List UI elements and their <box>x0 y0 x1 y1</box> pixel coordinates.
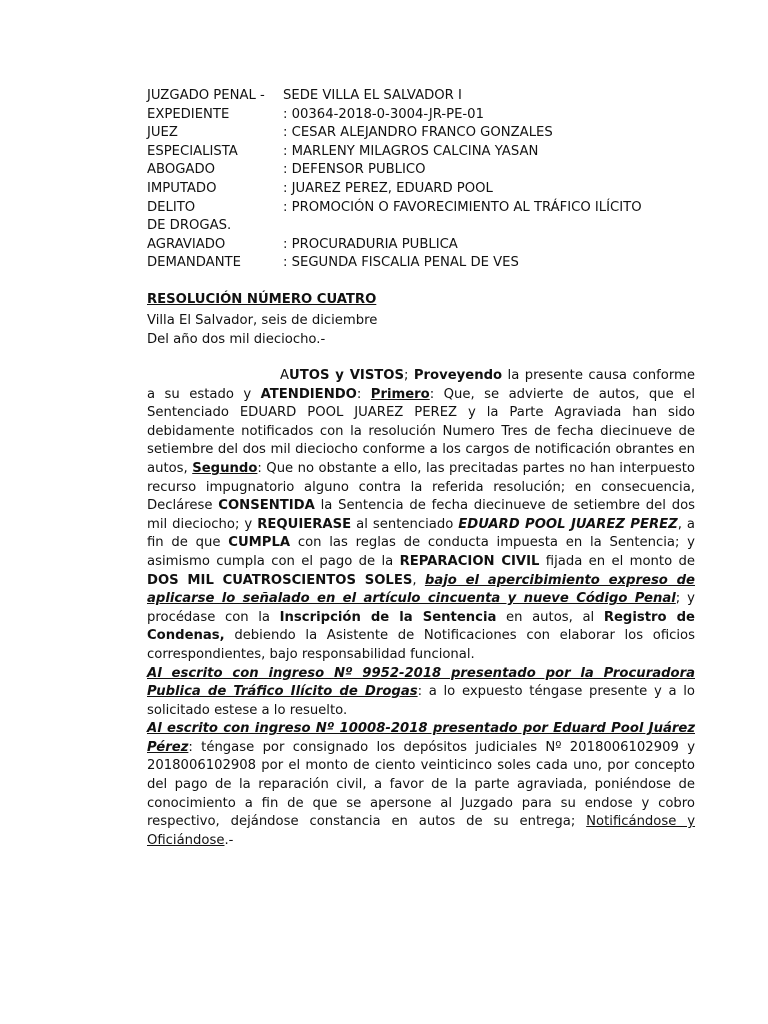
header-value: : 00364-2018-0-3004-JR-PE-01 <box>283 106 484 122</box>
text-run: , a fin de que <box>147 516 695 551</box>
text-run: bajo el apercibimiento expreso de aplicarse lo señalado en el artículo cincuenta y nueve Código Penal <box>147 572 695 607</box>
text-run: .- <box>224 832 234 848</box>
header-label: IMPUTADO <box>147 181 217 196</box>
text-run: Notificándose y Oficiándose <box>147 814 696 848</box>
place-date-year: Del año dos mil dieciocho.- <box>147 331 326 347</box>
text-run: al sentenciado <box>351 516 459 532</box>
text-run: CONSENTIDA <box>218 498 315 514</box>
text-run: Segundo <box>192 460 258 476</box>
header-label: ABOGADO <box>147 162 215 178</box>
header-label: DE DROGAS. <box>147 218 232 234</box>
header-value: : PROMOCIÓN O FAVORECIMIENTO AL TRÁFICO ILÍCITO <box>283 199 642 215</box>
text-run: : a lo expuesto téngase presente y a lo solicitado estese a lo resuelto. <box>147 684 696 718</box>
header-row <box>147 143 707 162</box>
header-value: : CESAR ALEJANDRO FRANCO GONZALES <box>283 125 553 141</box>
paragraph-autos <box>147 367 695 665</box>
text-run: la presente causa conforme a su estado y <box>147 368 695 402</box>
text-run: la Sentencia de fecha diecinueve de setiembre del dos mil dieciocho; y <box>147 498 696 532</box>
text-run: ; <box>404 368 414 383</box>
header-value: : JUAREZ PEREZ, EDUARD POOL <box>283 181 493 196</box>
header-row <box>147 199 707 218</box>
text-run: : téngase por consignado los depósitos judiciales Nº 2018006102909 y 2018006102908 por el monto de ciento veinticinco soles cada uno, por concepto del pago de la reparación civil, a favor de la parte agraviada, poniéndose de conocimiento a fin de que se apersone al Juzgado para su endose y cobro respectivo, dejándose constancia en autos de su entrega; <box>147 739 695 830</box>
header-value: : PROCURADURIA PUBLICA <box>283 236 458 252</box>
header-label: JUZGADO PENAL - <box>147 88 265 103</box>
header-value: SEDE VILLA EL SALVADOR I <box>283 88 462 103</box>
header-value: : DEFENSOR PUBLICO <box>283 162 426 178</box>
text-run: Al escrito con ingreso Nº 9952-2018 presentado por la Procuradora Publica de Tráfico Ilícito de Drogas <box>147 665 695 700</box>
header-row <box>147 87 707 106</box>
text-run: REQUIERASE <box>257 516 352 532</box>
text-run: : <box>356 386 371 402</box>
text-run: : Que, se advierte de autos, que el Sentenciado EDUARD POOL JUAREZ PEREZ y la Parte Agraviada han sido debidamente notificados con la resolución Numero Tres de fecha diecinueve de setiembre del dos mil dieciocho conforme a los cargos de notificación obrantes en autos, <box>147 386 695 476</box>
header-label: DELITO <box>147 199 196 215</box>
text-run: EDUARD POOL JUAREZ PEREZ <box>458 516 678 532</box>
text-run: CUMPLA <box>228 535 291 551</box>
header-row <box>147 106 707 125</box>
resolution-body <box>147 367 695 850</box>
place-date: Villa El Salvador, seis de diciembre <box>147 313 378 328</box>
text-run: DOS MIL CUATROSCIENTOS SOLES <box>147 572 413 588</box>
text-run: fijada en el monto de <box>539 553 695 569</box>
paragraph-escrito-10008 <box>147 720 695 850</box>
text-run: REPARACION CIVIL <box>399 553 540 569</box>
paragraph-escrito-9952 <box>147 665 695 721</box>
header-label: ESPECIALISTA <box>147 143 238 159</box>
text-run: , <box>412 572 425 588</box>
header-value: : SEGUNDA FISCALIA PENAL DE VES <box>283 255 519 271</box>
header-row <box>147 217 707 236</box>
header-label: JUEZ <box>147 125 178 141</box>
text-run: Inscripción de la Sentencia <box>279 609 497 625</box>
text-run: en autos, al <box>496 609 604 625</box>
text-run: ATENDIENDO <box>260 386 357 402</box>
text-run: UTOS y VISTOS <box>289 368 405 383</box>
header-row <box>147 180 707 199</box>
text-run: : Que no obstante a ello, las precitadas partes no han interpuesto recurso impugnatorio alguno contra la referida resolución; en consecuencia, Declárese <box>147 460 695 514</box>
text-run: Registro de Condenas, <box>147 609 695 644</box>
text-run: debiendo la Asistente de Notificaciones con elaborar los oficios correspondientes, bajo responsabilidad funcional. <box>147 628 695 662</box>
header-row <box>147 161 707 180</box>
header-label: DEMANDANTE <box>147 255 241 271</box>
text-run: ; y procédase con la <box>147 591 695 625</box>
text-run: Primero <box>370 386 430 402</box>
text-run: A <box>280 368 290 383</box>
resolution-title: RESOLUCIÓN NÚMERO CUATRO <box>147 292 377 307</box>
header-row <box>147 254 707 273</box>
header-row <box>147 124 707 143</box>
header-row <box>147 236 707 255</box>
header-label: EXPEDIENTE <box>147 106 230 122</box>
text-run: Proveyendo <box>413 368 503 383</box>
text-run: con las reglas de conducta impuesta en la Sentencia; y asimismo cumpla con el pago de la <box>147 535 695 569</box>
text-run: Al escrito con ingreso Nº 10008-2018 presentado por Eduard Pool Juárez Pérez <box>147 721 695 755</box>
header-value: : MARLENY MILAGROS CALCINA YASAN <box>283 143 539 159</box>
header-label: AGRAVIADO <box>147 236 226 252</box>
